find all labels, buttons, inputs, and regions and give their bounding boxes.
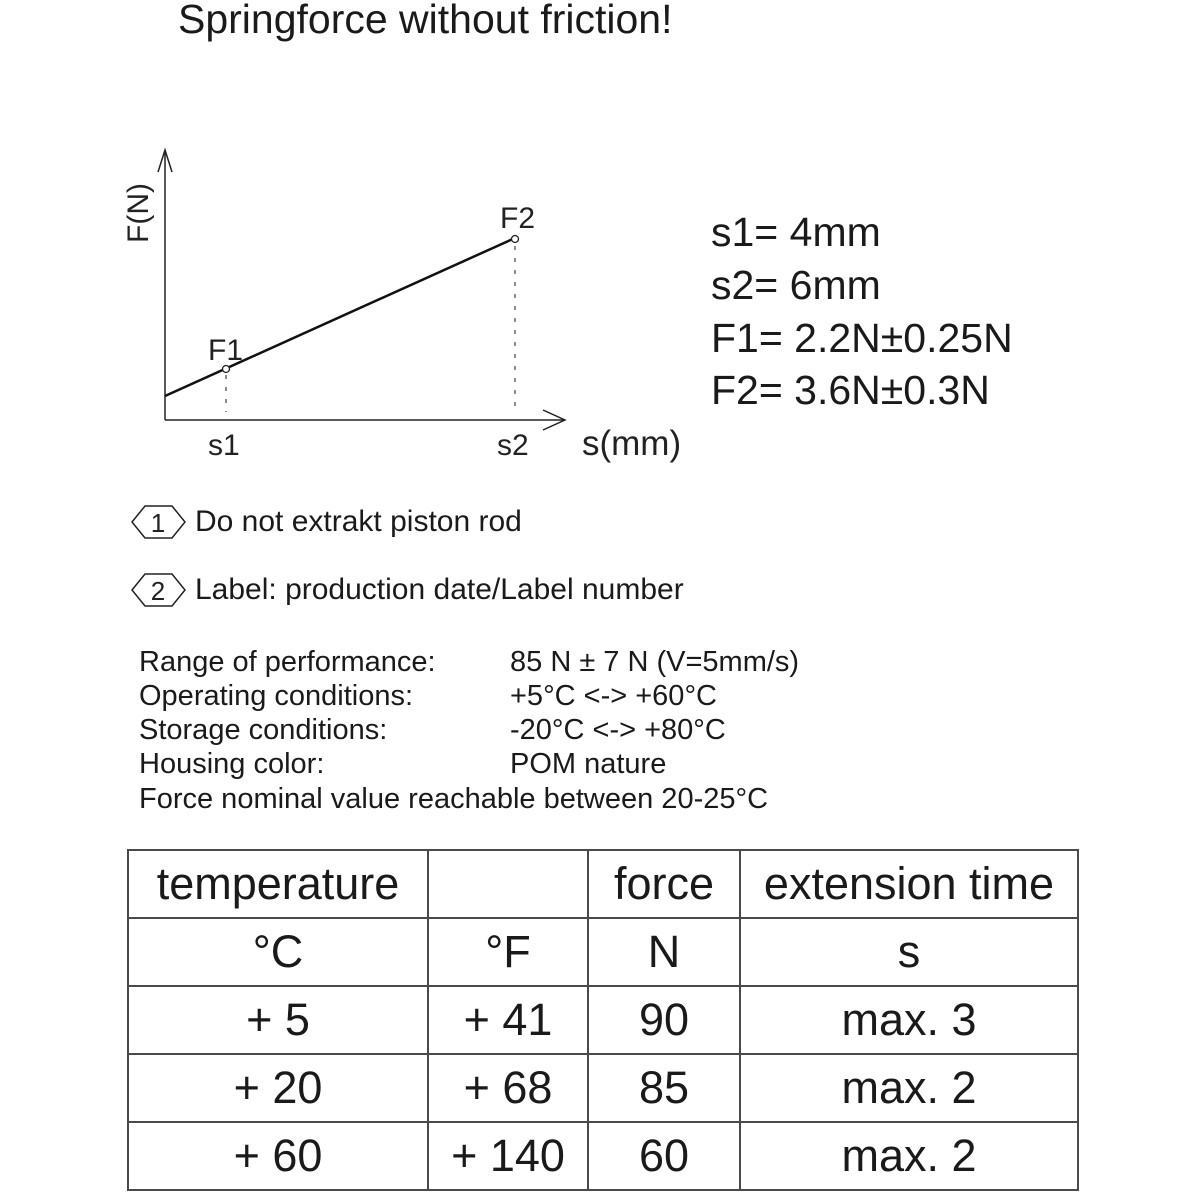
unit-force: N <box>588 918 740 986</box>
cell-force: 90 <box>588 986 740 1054</box>
note-2-number: 2 <box>150 576 166 606</box>
unit-time: s <box>740 918 1078 986</box>
note-1-number: 1 <box>150 508 166 538</box>
table-row <box>128 1122 1078 1190</box>
condition-value: -20°C <-> +80°C <box>510 714 726 746</box>
table-header-row <box>128 850 1078 918</box>
cell-celsius: + 20 <box>128 1054 428 1122</box>
header-temperature: temperature <box>128 850 428 918</box>
condition-value: 85 N ± 7 N (V=5mm/s) <box>510 646 800 678</box>
cell-celsius: + 5 <box>128 986 428 1054</box>
cell-fahrenheit: + 68 <box>428 1054 588 1122</box>
f2-point <box>512 236 519 243</box>
spec-f2: F2= 3.6N±0.3N <box>711 367 990 413</box>
spec-s1: s1= 4mm <box>711 209 881 255</box>
header-extension-time: extension time <box>740 850 1078 918</box>
cell-time: max. 3 <box>740 986 1078 1054</box>
cell-force: 60 <box>588 1122 740 1190</box>
cell-time: max. 2 <box>740 1054 1078 1122</box>
condition-label: Housing color: <box>139 748 325 780</box>
cell-fahrenheit: + 140 <box>428 1122 588 1190</box>
table-row <box>128 986 1078 1054</box>
cell-celsius: + 60 <box>128 1122 428 1190</box>
condition-value: POM nature <box>510 748 667 780</box>
unit-fahrenheit: °F <box>428 918 588 986</box>
specs-table <box>127 849 1079 1191</box>
page-title: Springforce without friction! <box>178 0 673 42</box>
f2-label: F2 <box>500 202 536 235</box>
condition-label: Storage conditions: <box>139 714 388 746</box>
x-axis-label: s(mm) <box>582 424 682 463</box>
cell-time: max. 2 <box>740 1122 1078 1190</box>
table-unit-row <box>128 918 1078 986</box>
note-2-text: Label: production date/Label number <box>195 573 684 606</box>
f1-label: F1 <box>208 334 244 367</box>
s1-label: s1 <box>208 429 240 462</box>
force-line <box>165 238 515 396</box>
condition-value: +5°C <-> +60°C <box>510 680 717 712</box>
condition-label: Range of performance: <box>139 646 436 678</box>
spec-s2: s2= 6mm <box>711 262 881 308</box>
note-1-text: Do not extrakt piston rod <box>195 505 522 538</box>
cell-fahrenheit: + 41 <box>428 986 588 1054</box>
table-row <box>128 1054 1078 1122</box>
header-empty <box>428 850 588 918</box>
condition-label: Operating conditions: <box>139 680 414 712</box>
unit-celsius: °C <box>128 918 428 986</box>
header-force: force <box>588 850 740 918</box>
cell-force: 85 <box>588 1054 740 1122</box>
spec-f1: F1= 2.2N±0.25N <box>711 315 1013 361</box>
force-note: Force nominal value reachable between 20-25°C <box>139 783 769 815</box>
s2-label: s2 <box>497 429 529 462</box>
y-axis-label: F(N) <box>122 183 155 243</box>
